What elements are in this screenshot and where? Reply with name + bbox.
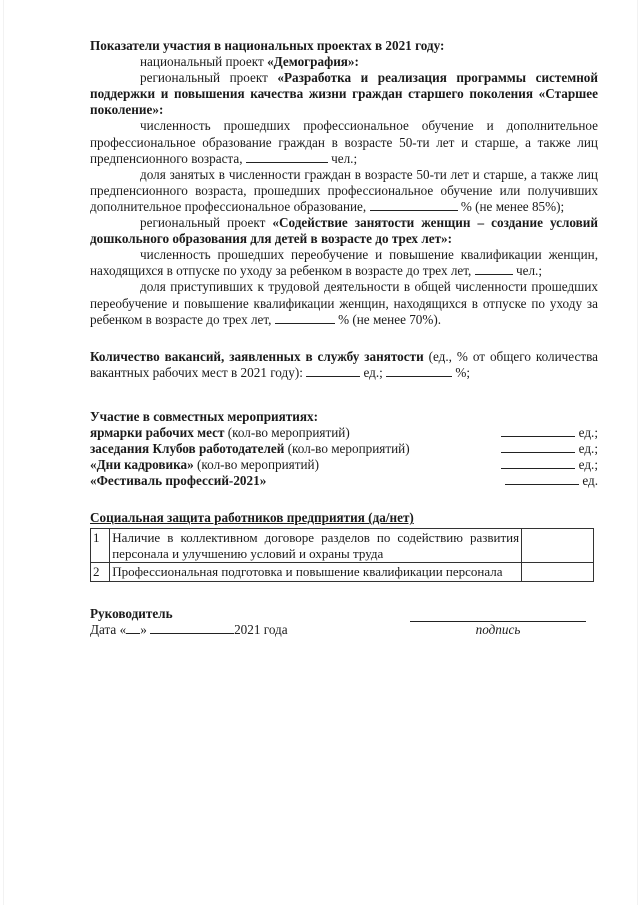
employed-share-indicator: доля занятых в численности граждан в возрасте 50-ти лет и старше, а также лиц предпенсионного возраста, прошедших профессиональное обучение или получивших дополнительное профессиональное образование, % (не менее 85%); (90, 166, 598, 214)
row-number: 1 (91, 529, 110, 563)
row-text: Профессиональная подготовка и повышение квалификации персонала (110, 563, 522, 582)
regional-project-2: региональный проект «Содействие занятости женщин – создание условий дошкольного образования для детей в возрасте до трех лет»: (90, 215, 598, 247)
signature-block (90, 606, 598, 638)
row-text: Наличие в коллективном договоре разделов по содействию развития персонала и улучшению условий и охраны труда (110, 529, 522, 563)
national-project-name: «Демография» (267, 54, 355, 70)
vacancies-percent-field[interactable] (386, 365, 452, 377)
participation-heading: Показатели участия в национальных проектах в 2021 году: (90, 38, 445, 53)
social-protection-heading: Социальная защита работников предприятия (да/нет) (90, 510, 414, 526)
regional-project-2-name: «Содействие занятости женщин – создание условий дошкольного образования для детей в возрасте до трех лет» (90, 215, 598, 247)
date-line: Дата « » 2021 года (90, 622, 288, 638)
job-fairs-field[interactable] (501, 425, 575, 437)
social-protection-table (90, 528, 594, 582)
table-row (91, 529, 594, 563)
vacancies-count-field[interactable] (306, 365, 360, 377)
event-row-professions-festival: «Фестиваль профессий-2021» ед. (90, 473, 598, 489)
women-share-field[interactable] (275, 312, 335, 324)
row-number: 2 (91, 563, 110, 582)
signature-caption: подпись (475, 622, 521, 638)
date-month-field[interactable] (150, 622, 234, 634)
women-trained-indicator: численность прошедших переобучение и повышение квалификации женщин, находящихся в отпуске по уходу за ребенком в возрасте до трех лет, чел.; (90, 247, 598, 279)
employed-share-field[interactable] (370, 199, 458, 211)
trained-count-indicator: численность прошедших профессиональное обучение и дополнительное профессиональное образование граждан в возрасте 50-ти лет и старше, а также лиц предпенсионного возраста, чел.; (90, 118, 598, 166)
table-row (91, 563, 594, 582)
vacancies-indicator: Количество вакансий, заявленных в службу занятости (ед., % от общего количества вакантных рабочих мест в 2021 году): ед.; %; (90, 348, 598, 380)
event-row-job-fairs: ярмарки рабочих мест (кол-во мероприятий) ед.; (90, 424, 598, 440)
document-body (90, 38, 598, 638)
event-row-employer-clubs: заседания Клубов работодателей (кол-во мероприятий) ед.; (90, 441, 598, 457)
date-day-field[interactable] (126, 622, 140, 634)
signature-line[interactable] (410, 608, 586, 622)
women-share-indicator: доля приступивших к трудовой деятельности в общей численности прошедших переобучение и повышение квалификации женщин, находящихся в отпуске по уходу за ребенком в возрасте до трех лет, % (не менее 70%). (90, 279, 598, 327)
regional-project-1-name: «Разработка и реализация программы системной поддержки и повышения качества жизни граждан старшего поколения «Старшее поколение» (90, 70, 598, 118)
row-answer-cell[interactable] (522, 563, 594, 582)
vacancies-label: Количество вакансий, заявленных в службу занятости (90, 348, 424, 364)
national-project-line: национальный проект «Демография»: (140, 54, 359, 70)
women-trained-field[interactable] (475, 263, 513, 275)
employer-clubs-field[interactable] (501, 441, 575, 453)
hr-days-field[interactable] (501, 457, 575, 469)
professions-festival-field[interactable] (505, 473, 579, 485)
row-answer-cell[interactable] (522, 529, 594, 563)
event-row-hr-days: «Дни кадровика» (кол-во мероприятий) ед.; (90, 457, 598, 473)
head-label: Руководитель (90, 605, 173, 621)
regional-project-1: региональный проект «Разработка и реализация программы системной поддержки и повышения качества жизни граждан старшего поколения «Старшее поколение»: (90, 70, 598, 118)
trained-count-field[interactable] (246, 151, 328, 163)
events-heading: Участие в совместных мероприятиях: (90, 408, 318, 424)
